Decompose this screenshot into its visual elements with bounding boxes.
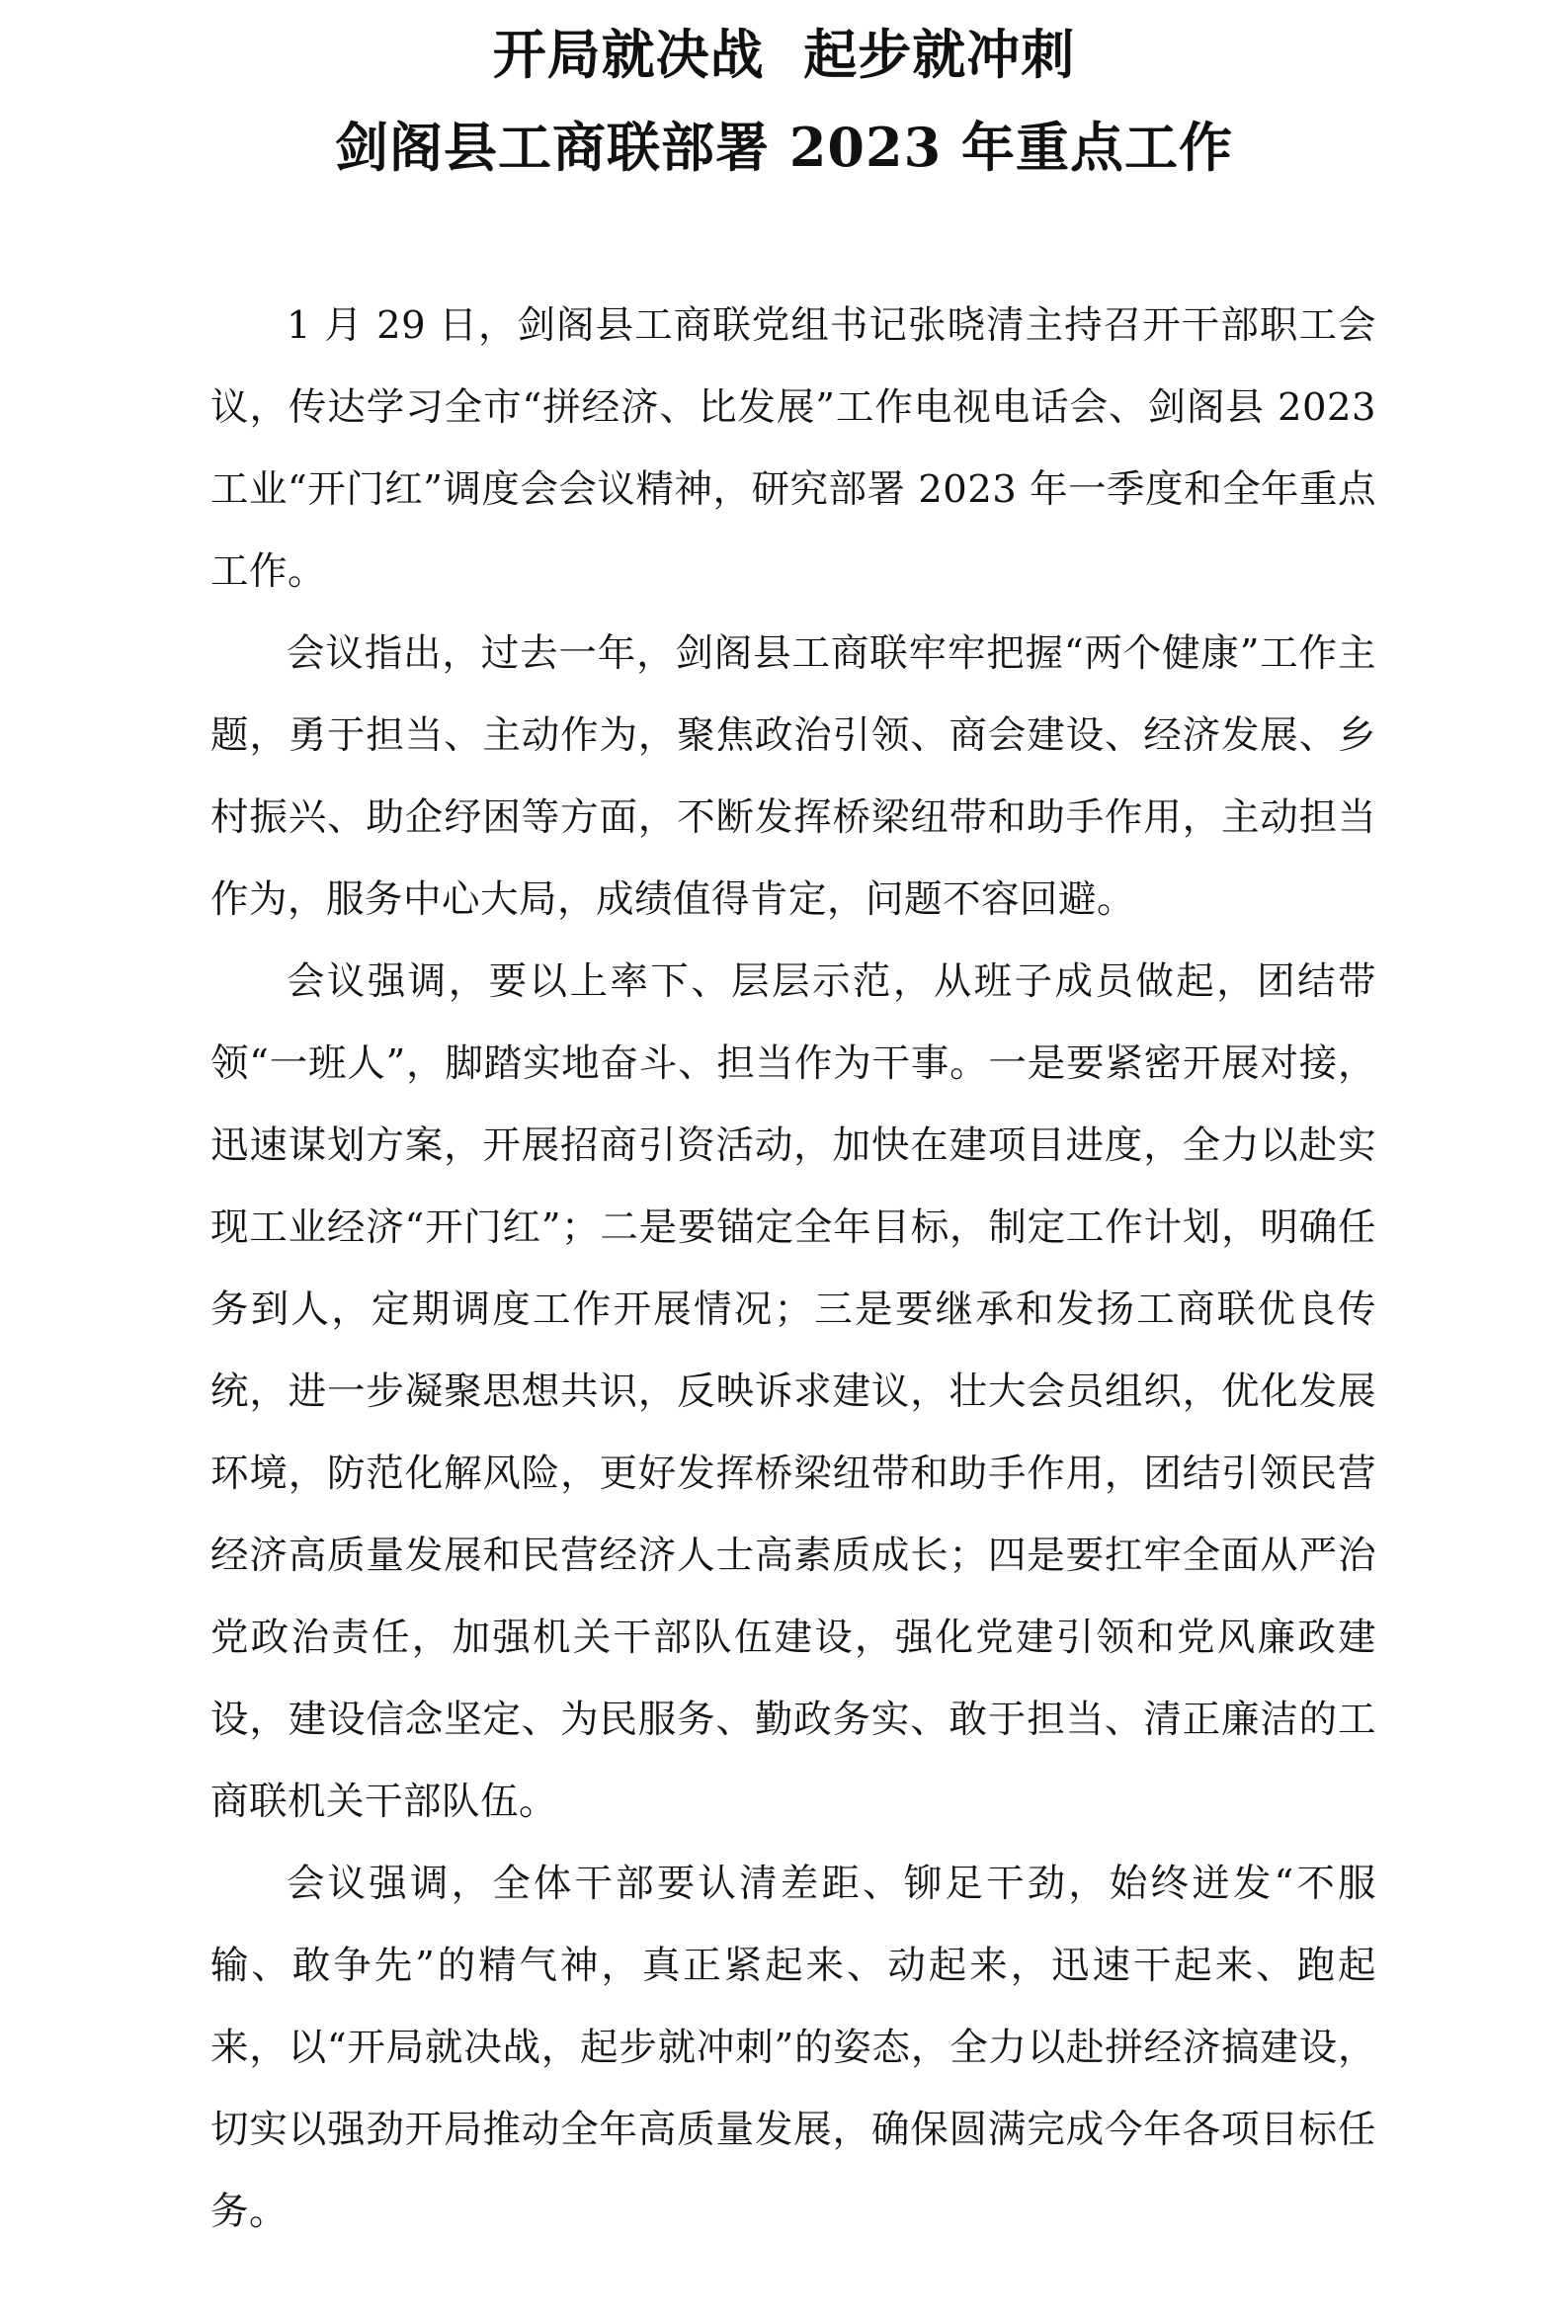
paragraph-2: 会议指出，过去一年，剑阁县工商联牢牢把握“两个健康”工作主题，勇于担当、主动作为，聚焦政治引领、商会建设、经济发展、乡村振兴、助企纾困等方面，不断发挥桥梁纽带和助手作用，主动担当作为，服务中心大局，成绩值得肯定，问题不容回避。 — [210, 631, 1376, 922]
paragraph-1: 1 月 29 日，剑阁县工商联党组书记张晓清主持召开干部职工会议，传达学习全市“拼经济、比发展”工作电视电话会、剑阁县 2023 工业“开门红”调度会会议精神，研究部署 2023 年一季度和全年重点工作。 — [210, 303, 1376, 594]
title-line-1: 开局就决战 起步就冲刺 — [492, 23, 1076, 86]
article-body — [210, 285, 1376, 2253]
title-line-2: 剑阁县工商联部署 2023 年重点工作 — [335, 116, 1233, 179]
paragraph-4: 会议强调，全体干部要认清差距、铆足干劲，始终迸发“不服输、敢争先”的精气神，真正紧起来、动起来，迅速干起来、跑起来，以“开局就决战，起步就冲刺”的姿态，全力以赴拼经济搞建设，切实以强劲开局推动全年高质量发展，确保圆满完成今年各项目标任务。 — [210, 1862, 1376, 2234]
paragraph-3: 会议强调，要以上率下、层层示范，从班子成员做起，团结带领“一班人”，脚踏实地奋斗、担当作为干事。一是要紧密开展对接，迅速谋划方案，开展招商引资活动，加快在建项目进度，全力以赴实现工业经济“开门红”；二是要锚定全年目标，制定工作计划，明确任务到人，定期调度工作开展情况；三是要继承和发扬工商联优良传统，进一步凝聚思想共识，反映诉求建议，壮大会员组织，优化发展环境，防范化解风险，更好发挥桥梁纽带和助手作用，团结引领民营经济高质量发展和民营经济人士高素质成长；四是要扛牢全面从严治党政治责任，加强机关干部队伍建设，强化党建引领和党风廉政建设，建设信念坚定、为民服务、勤政务实、敢于担当、清正廉洁的工商联机关干部队伍。 — [210, 959, 1376, 1824]
article-title — [0, 8, 1568, 194]
